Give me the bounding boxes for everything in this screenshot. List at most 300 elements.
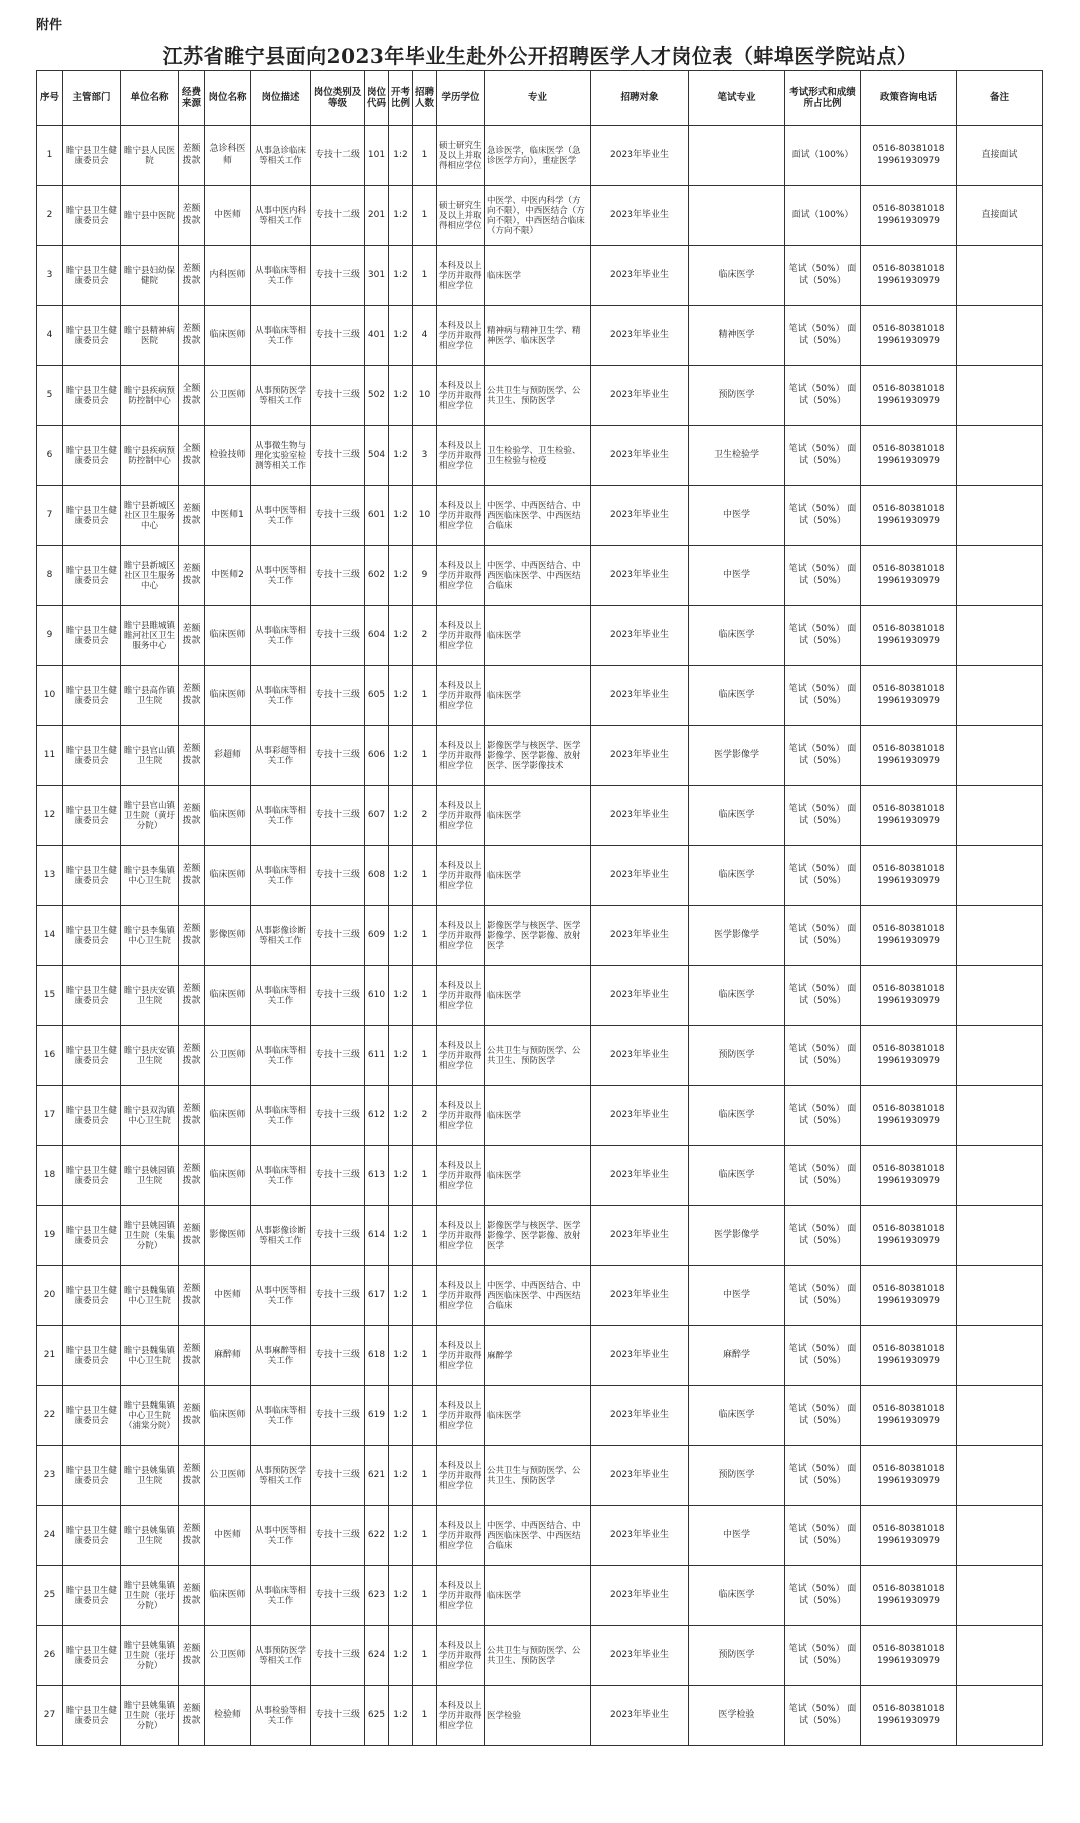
cell-unit-name: 睢宁县精神病医院	[121, 306, 179, 366]
cell-recruit-target: 2023年毕业生	[591, 1326, 689, 1386]
header-post-code: 岗位代码	[365, 71, 389, 126]
cell-exam-ratio: 1:2	[389, 1446, 413, 1506]
cell-policy-phone: 0516-80381018 19961930979	[861, 126, 957, 186]
cell-funding-source: 差额拨款	[179, 186, 205, 246]
cell-post-code: 607	[365, 786, 389, 846]
header-hire-count: 招聘人数	[413, 71, 437, 126]
table-row	[37, 366, 1043, 426]
cell-post-category: 专技十三级	[311, 1386, 365, 1446]
cell-post-category: 专技十三级	[311, 1566, 365, 1626]
cell-unit-name: 睢宁县姚集镇卫生院	[121, 1446, 179, 1506]
cell-hire-count: 2	[413, 1086, 437, 1146]
cell-major: 临床医学	[485, 1386, 591, 1446]
cell-unit-name: 睢宁县疾病预防控制中心	[121, 366, 179, 426]
cell-written-exam-major: 临床医学	[689, 1566, 785, 1626]
cell-post-code: 621	[365, 1446, 389, 1506]
cell-seq: 12	[37, 786, 63, 846]
cell-policy-phone: 0516-80381018 19961930979	[861, 1506, 957, 1566]
cell-remarks	[957, 786, 1043, 846]
cell-written-exam-major: 临床医学	[689, 606, 785, 666]
cell-post-code: 504	[365, 426, 389, 486]
cell-post-name: 麻醉师	[205, 1326, 251, 1386]
cell-post-name: 临床医师	[205, 1086, 251, 1146]
cell-policy-phone: 0516-80381018 19961930979	[861, 1686, 957, 1746]
cell-exam-format: 笔试（50%） 面试（50%）	[785, 1626, 861, 1686]
cell-major: 临床医学	[485, 846, 591, 906]
cell-exam-ratio: 1:2	[389, 966, 413, 1026]
cell-major: 影像医学与核医学、医学影像学、医学影像、放射医学	[485, 906, 591, 966]
cell-policy-phone: 0516-80381018 19961930979	[861, 846, 957, 906]
cell-hire-count: 1	[413, 1386, 437, 1446]
cell-written-exam-major	[689, 126, 785, 186]
cell-funding-source: 差额拨款	[179, 126, 205, 186]
cell-seq: 14	[37, 906, 63, 966]
cell-post-description: 从事微生物与理化实验室检测等相关工作	[251, 426, 311, 486]
cell-post-category: 专技十三级	[311, 1326, 365, 1386]
cell-policy-phone: 0516-80381018 19961930979	[861, 966, 957, 1026]
header-education: 学历学位	[437, 71, 485, 126]
cell-exam-format: 笔试（50%） 面试（50%）	[785, 786, 861, 846]
cell-hire-count: 4	[413, 306, 437, 366]
header-post-category: 岗位类别及等级	[311, 71, 365, 126]
cell-post-description: 从事中医等相关工作	[251, 1266, 311, 1326]
cell-education: 本科及以上学历并取得相应学位	[437, 1686, 485, 1746]
cell-policy-phone: 0516-80381018 19961930979	[861, 606, 957, 666]
cell-exam-ratio: 1:2	[389, 1266, 413, 1326]
cell-major: 中医学、中医内科学（方向不限），中西医结合（方向不限），中西医结合临床（方向不限）	[485, 186, 591, 246]
cell-post-name: 检验技师	[205, 426, 251, 486]
cell-remarks	[957, 1626, 1043, 1686]
header-post-description: 岗位描述	[251, 71, 311, 126]
cell-exam-ratio: 1:2	[389, 1506, 413, 1566]
cell-post-category: 专技十二级	[311, 186, 365, 246]
cell-seq: 27	[37, 1686, 63, 1746]
header-department: 主管部门	[63, 71, 121, 126]
cell-written-exam-major: 医学检验	[689, 1686, 785, 1746]
table-row	[37, 1146, 1043, 1206]
cell-exam-format: 笔试（50%） 面试（50%）	[785, 1206, 861, 1266]
cell-post-description: 从事急诊临床等相关工作	[251, 126, 311, 186]
cell-exam-ratio: 1:2	[389, 1566, 413, 1626]
cell-department: 睢宁县卫生健康委员会	[63, 846, 121, 906]
positions-table	[36, 70, 1043, 1746]
cell-exam-ratio: 1:2	[389, 186, 413, 246]
cell-education: 本科及以上学历并取得相应学位	[437, 966, 485, 1026]
cell-department: 睢宁县卫生健康委员会	[63, 1026, 121, 1086]
cell-exam-format: 笔试（50%） 面试（50%）	[785, 666, 861, 726]
cell-recruit-target: 2023年毕业生	[591, 1206, 689, 1266]
cell-exam-format: 笔试（50%） 面试（50%）	[785, 486, 861, 546]
cell-education: 本科及以上学历并取得相应学位	[437, 1386, 485, 1446]
cell-post-description: 从事麻醉等相关工作	[251, 1326, 311, 1386]
table-body	[37, 126, 1043, 1746]
cell-post-category: 专技十三级	[311, 1206, 365, 1266]
cell-recruit-target: 2023年毕业生	[591, 1026, 689, 1086]
table-row	[37, 1326, 1043, 1386]
cell-policy-phone: 0516-80381018 19961930979	[861, 1566, 957, 1626]
table-row	[37, 426, 1043, 486]
cell-department: 睢宁县卫生健康委员会	[63, 546, 121, 606]
cell-post-description: 从事影像诊断等相关工作	[251, 906, 311, 966]
cell-hire-count: 1	[413, 906, 437, 966]
cell-remarks	[957, 1266, 1043, 1326]
cell-post-description: 从事临床等相关工作	[251, 306, 311, 366]
cell-funding-source: 差额拨款	[179, 1626, 205, 1686]
cell-unit-name: 睢宁县魏集镇中心卫生院	[121, 1266, 179, 1326]
cell-education: 本科及以上学历并取得相应学位	[437, 1026, 485, 1086]
cell-post-category: 专技十三级	[311, 306, 365, 366]
table-row	[37, 786, 1043, 846]
cell-funding-source: 差额拨款	[179, 1446, 205, 1506]
cell-post-description: 从事临床等相关工作	[251, 846, 311, 906]
cell-post-name: 中医师	[205, 1506, 251, 1566]
cell-remarks	[957, 306, 1043, 366]
cell-education: 本科及以上学历并取得相应学位	[437, 366, 485, 426]
cell-recruit-target: 2023年毕业生	[591, 366, 689, 426]
cell-seq: 2	[37, 186, 63, 246]
cell-funding-source: 差额拨款	[179, 966, 205, 1026]
cell-remarks	[957, 1326, 1043, 1386]
cell-post-description: 从事临床等相关工作	[251, 606, 311, 666]
cell-education: 本科及以上学历并取得相应学位	[437, 246, 485, 306]
cell-department: 睢宁县卫生健康委员会	[63, 726, 121, 786]
cell-remarks	[957, 1506, 1043, 1566]
cell-seq: 11	[37, 726, 63, 786]
cell-education: 本科及以上学历并取得相应学位	[437, 846, 485, 906]
cell-post-name: 公卫医师	[205, 1026, 251, 1086]
cell-post-description: 从事临床等相关工作	[251, 1566, 311, 1626]
cell-post-code: 624	[365, 1626, 389, 1686]
cell-post-name: 公卫医师	[205, 1626, 251, 1686]
cell-policy-phone: 0516-80381018 19961930979	[861, 1626, 957, 1686]
table-row	[37, 1086, 1043, 1146]
cell-education: 本科及以上学历并取得相应学位	[437, 726, 485, 786]
cell-funding-source: 差额拨款	[179, 1686, 205, 1746]
cell-recruit-target: 2023年毕业生	[591, 546, 689, 606]
cell-recruit-target: 2023年毕业生	[591, 786, 689, 846]
cell-department: 睢宁县卫生健康委员会	[63, 606, 121, 666]
cell-written-exam-major: 临床医学	[689, 846, 785, 906]
cell-exam-format: 笔试（50%） 面试（50%）	[785, 906, 861, 966]
cell-unit-name: 睢宁县姚集镇卫生院（张圩分院）	[121, 1626, 179, 1686]
cell-post-code: 613	[365, 1146, 389, 1206]
table-row	[37, 1386, 1043, 1446]
cell-unit-name: 睢宁县中医院	[121, 186, 179, 246]
cell-hire-count: 9	[413, 546, 437, 606]
cell-funding-source: 差额拨款	[179, 1026, 205, 1086]
cell-exam-format: 笔试（50%） 面试（50%）	[785, 1266, 861, 1326]
cell-post-code: 618	[365, 1326, 389, 1386]
header-recruit-target: 招聘对象	[591, 71, 689, 126]
cell-unit-name: 睢宁县魏集镇中心卫生院（浦棠分院）	[121, 1386, 179, 1446]
cell-unit-name: 睢宁县姚集镇卫生院（张圩分院）	[121, 1566, 179, 1626]
cell-post-name: 临床医师	[205, 1566, 251, 1626]
cell-exam-format: 笔试（50%） 面试（50%）	[785, 1686, 861, 1746]
cell-post-category: 专技十三级	[311, 966, 365, 1026]
cell-post-category: 专技十三级	[311, 1086, 365, 1146]
cell-seq: 20	[37, 1266, 63, 1326]
cell-policy-phone: 0516-80381018 19961930979	[861, 1386, 957, 1446]
cell-recruit-target: 2023年毕业生	[591, 426, 689, 486]
cell-recruit-target: 2023年毕业生	[591, 1266, 689, 1326]
cell-unit-name: 睢宁县李集镇中心卫生院	[121, 906, 179, 966]
cell-recruit-target: 2023年毕业生	[591, 1446, 689, 1506]
cell-post-description: 从事中医内科等相关工作	[251, 186, 311, 246]
cell-major: 麻醉学	[485, 1326, 591, 1386]
cell-major: 公共卫生与预防医学、公共卫生、预防医学	[485, 1026, 591, 1086]
cell-exam-format: 笔试（50%） 面试（50%）	[785, 966, 861, 1026]
cell-post-description: 从事临床等相关工作	[251, 966, 311, 1026]
cell-post-name: 检验师	[205, 1686, 251, 1746]
cell-major: 医学检验	[485, 1686, 591, 1746]
cell-education: 本科及以上学历并取得相应学位	[437, 1506, 485, 1566]
cell-remarks	[957, 246, 1043, 306]
cell-exam-ratio: 1:2	[389, 1146, 413, 1206]
cell-policy-phone: 0516-80381018 19961930979	[861, 1026, 957, 1086]
cell-post-code: 605	[365, 666, 389, 726]
cell-exam-ratio: 1:2	[389, 1626, 413, 1686]
cell-unit-name: 睢宁县官山镇卫生院	[121, 726, 179, 786]
table-row	[37, 1266, 1043, 1326]
cell-recruit-target: 2023年毕业生	[591, 906, 689, 966]
cell-department: 睢宁县卫生健康委员会	[63, 486, 121, 546]
cell-unit-name: 睢宁县姚集镇卫生院	[121, 1506, 179, 1566]
cell-major: 中医学、中西医结合、中西医临床医学、中西医结合临床	[485, 546, 591, 606]
cell-major: 临床医学	[485, 966, 591, 1026]
cell-major: 精神病与精神卫生学、精神医学、临床医学	[485, 306, 591, 366]
cell-exam-ratio: 1:2	[389, 1326, 413, 1386]
cell-major: 影像医学与核医学、医学影像学、医学影像、放射医学	[485, 1206, 591, 1266]
cell-remarks	[957, 846, 1043, 906]
cell-post-category: 专技十二级	[311, 126, 365, 186]
cell-unit-name: 睢宁县新城区社区卫生服务中心	[121, 546, 179, 606]
cell-written-exam-major: 医学影像学	[689, 906, 785, 966]
cell-exam-ratio: 1:2	[389, 726, 413, 786]
cell-policy-phone: 0516-80381018 19961930979	[861, 246, 957, 306]
cell-remarks	[957, 1446, 1043, 1506]
cell-post-category: 专技十三级	[311, 246, 365, 306]
cell-unit-name: 睢宁县魏集镇中心卫生院	[121, 1326, 179, 1386]
cell-post-code: 610	[365, 966, 389, 1026]
cell-post-name: 中医师	[205, 186, 251, 246]
cell-major: 临床医学	[485, 1566, 591, 1626]
cell-remarks	[957, 1026, 1043, 1086]
cell-remarks	[957, 726, 1043, 786]
cell-post-category: 专技十三级	[311, 906, 365, 966]
table-row	[37, 1566, 1043, 1626]
cell-recruit-target: 2023年毕业生	[591, 126, 689, 186]
cell-exam-format: 面试（100%）	[785, 126, 861, 186]
cell-education: 本科及以上学历并取得相应学位	[437, 786, 485, 846]
table-row	[37, 906, 1043, 966]
cell-written-exam-major: 预防医学	[689, 366, 785, 426]
cell-exam-ratio: 1:2	[389, 1086, 413, 1146]
cell-seq: 18	[37, 1146, 63, 1206]
cell-unit-name: 睢宁县新城区社区卫生服务中心	[121, 486, 179, 546]
cell-post-description: 从事中医等相关工作	[251, 486, 311, 546]
cell-exam-format: 笔试（50%） 面试（50%）	[785, 366, 861, 426]
cell-department: 睢宁县卫生健康委员会	[63, 426, 121, 486]
cell-recruit-target: 2023年毕业生	[591, 486, 689, 546]
cell-department: 睢宁县卫生健康委员会	[63, 786, 121, 846]
cell-unit-name: 睢宁县双沟镇中心卫生院	[121, 1086, 179, 1146]
cell-exam-format: 笔试（50%） 面试（50%）	[785, 1326, 861, 1386]
cell-remarks	[957, 426, 1043, 486]
cell-major: 卫生检验学、卫生检验、卫生检验与检疫	[485, 426, 591, 486]
table-row	[37, 846, 1043, 906]
cell-education: 本科及以上学历并取得相应学位	[437, 1206, 485, 1266]
cell-seq: 19	[37, 1206, 63, 1266]
cell-major: 临床医学	[485, 246, 591, 306]
cell-policy-phone: 0516-80381018 19961930979	[861, 486, 957, 546]
cell-policy-phone: 0516-80381018 19961930979	[861, 1146, 957, 1206]
cell-exam-format: 笔试（50%） 面试（50%）	[785, 726, 861, 786]
cell-exam-ratio: 1:2	[389, 1206, 413, 1266]
cell-exam-ratio: 1:2	[389, 1386, 413, 1446]
cell-post-code: 101	[365, 126, 389, 186]
cell-department: 睢宁县卫生健康委员会	[63, 906, 121, 966]
cell-hire-count: 1	[413, 1266, 437, 1326]
cell-post-category: 专技十三级	[311, 1506, 365, 1566]
cell-department: 睢宁县卫生健康委员会	[63, 1446, 121, 1506]
cell-exam-ratio: 1:2	[389, 546, 413, 606]
cell-exam-format: 笔试（50%） 面试（50%）	[785, 1086, 861, 1146]
cell-department: 睢宁县卫生健康委员会	[63, 1626, 121, 1686]
cell-post-category: 专技十三级	[311, 546, 365, 606]
cell-major: 临床医学	[485, 786, 591, 846]
cell-hire-count: 1	[413, 666, 437, 726]
cell-recruit-target: 2023年毕业生	[591, 246, 689, 306]
cell-remarks	[957, 1566, 1043, 1626]
cell-exam-format: 笔试（50%） 面试（50%）	[785, 1146, 861, 1206]
cell-written-exam-major: 预防医学	[689, 1026, 785, 1086]
cell-funding-source: 差额拨款	[179, 546, 205, 606]
cell-hire-count: 2	[413, 786, 437, 846]
cell-post-name: 临床医师	[205, 966, 251, 1026]
cell-post-category: 专技十三级	[311, 606, 365, 666]
cell-education: 本科及以上学历并取得相应学位	[437, 426, 485, 486]
cell-hire-count: 1	[413, 246, 437, 306]
table-row	[37, 1506, 1043, 1566]
cell-exam-ratio: 1:2	[389, 246, 413, 306]
cell-recruit-target: 2023年毕业生	[591, 1146, 689, 1206]
cell-funding-source: 全额拨款	[179, 426, 205, 486]
cell-written-exam-major: 卫生检验学	[689, 426, 785, 486]
cell-unit-name: 睢宁县庆安镇卫生院	[121, 1026, 179, 1086]
cell-post-category: 专技十三级	[311, 1626, 365, 1686]
cell-education: 本科及以上学历并取得相应学位	[437, 486, 485, 546]
cell-department: 睢宁县卫生健康委员会	[63, 1686, 121, 1746]
cell-exam-ratio: 1:2	[389, 1686, 413, 1746]
cell-post-code: 608	[365, 846, 389, 906]
cell-recruit-target: 2023年毕业生	[591, 966, 689, 1026]
cell-funding-source: 差额拨款	[179, 1206, 205, 1266]
cell-major: 公共卫生与预防医学、公共卫生、预防医学	[485, 1446, 591, 1506]
cell-written-exam-major: 中医学	[689, 486, 785, 546]
table-row	[37, 1026, 1043, 1086]
cell-policy-phone: 0516-80381018 19961930979	[861, 666, 957, 726]
cell-post-name: 临床医师	[205, 306, 251, 366]
cell-written-exam-major: 中医学	[689, 546, 785, 606]
cell-exam-ratio: 1:2	[389, 1026, 413, 1086]
cell-exam-ratio: 1:2	[389, 666, 413, 726]
cell-recruit-target: 2023年毕业生	[591, 1566, 689, 1626]
cell-hire-count: 1	[413, 1566, 437, 1626]
cell-recruit-target: 2023年毕业生	[591, 1506, 689, 1566]
cell-funding-source: 差额拨款	[179, 306, 205, 366]
cell-post-description: 从事临床等相关工作	[251, 1026, 311, 1086]
cell-post-category: 专技十三级	[311, 846, 365, 906]
cell-post-code: 611	[365, 1026, 389, 1086]
cell-seq: 25	[37, 1566, 63, 1626]
table-row	[37, 1206, 1043, 1266]
cell-post-category: 专技十三级	[311, 426, 365, 486]
cell-exam-ratio: 1:2	[389, 426, 413, 486]
cell-post-name: 公卫医师	[205, 1446, 251, 1506]
cell-written-exam-major: 医学影像学	[689, 1206, 785, 1266]
cell-written-exam-major: 临床医学	[689, 246, 785, 306]
cell-policy-phone: 0516-80381018 19961930979	[861, 366, 957, 426]
table-header-row	[37, 71, 1043, 126]
cell-post-name: 临床医师	[205, 606, 251, 666]
cell-unit-name: 睢宁县李集镇中心卫生院	[121, 846, 179, 906]
cell-education: 本科及以上学历并取得相应学位	[437, 1086, 485, 1146]
table-row	[37, 486, 1043, 546]
cell-education: 本科及以上学历并取得相应学位	[437, 666, 485, 726]
cell-post-category: 专技十三级	[311, 1686, 365, 1746]
cell-seq: 8	[37, 546, 63, 606]
cell-major: 中医学、中西医结合、中西医临床医学、中西医结合临床	[485, 1266, 591, 1326]
cell-exam-ratio: 1:2	[389, 486, 413, 546]
cell-recruit-target: 2023年毕业生	[591, 1686, 689, 1746]
table-row	[37, 1686, 1043, 1746]
cell-department: 睢宁县卫生健康委员会	[63, 1266, 121, 1326]
cell-post-name: 公卫医师	[205, 366, 251, 426]
header-major: 专业	[485, 71, 591, 126]
cell-post-category: 专技十三级	[311, 486, 365, 546]
cell-education: 本科及以上学历并取得相应学位	[437, 1266, 485, 1326]
header-funding-source: 经费来源	[179, 71, 205, 126]
cell-major: 公共卫生与预防医学、公共卫生、预防医学	[485, 366, 591, 426]
cell-funding-source: 差额拨款	[179, 246, 205, 306]
cell-hire-count: 1	[413, 846, 437, 906]
cell-post-code: 604	[365, 606, 389, 666]
cell-post-category: 专技十三级	[311, 1446, 365, 1506]
cell-exam-format: 笔试（50%） 面试（50%）	[785, 1386, 861, 1446]
header-policy-phone: 政策咨询电话	[861, 71, 957, 126]
table-row	[37, 1626, 1043, 1686]
cell-unit-name: 睢宁县人民医院	[121, 126, 179, 186]
cell-unit-name: 睢宁县妇幼保健院	[121, 246, 179, 306]
cell-post-name: 内科医师	[205, 246, 251, 306]
cell-exam-format: 笔试（50%） 面试（50%）	[785, 1446, 861, 1506]
cell-remarks	[957, 546, 1043, 606]
cell-hire-count: 1	[413, 1506, 437, 1566]
cell-policy-phone: 0516-80381018 19961930979	[861, 426, 957, 486]
cell-department: 睢宁县卫生健康委员会	[63, 1326, 121, 1386]
cell-seq: 17	[37, 1086, 63, 1146]
cell-hire-count: 3	[413, 426, 437, 486]
cell-exam-format: 笔试（50%） 面试（50%）	[785, 1566, 861, 1626]
cell-post-name: 临床医师	[205, 1386, 251, 1446]
cell-recruit-target: 2023年毕业生	[591, 186, 689, 246]
cell-recruit-target: 2023年毕业生	[591, 846, 689, 906]
cell-hire-count: 1	[413, 966, 437, 1026]
cell-unit-name: 睢宁县疾病预防控制中心	[121, 426, 179, 486]
cell-funding-source: 差额拨款	[179, 786, 205, 846]
cell-hire-count: 1	[413, 726, 437, 786]
cell-written-exam-major: 临床医学	[689, 966, 785, 1026]
